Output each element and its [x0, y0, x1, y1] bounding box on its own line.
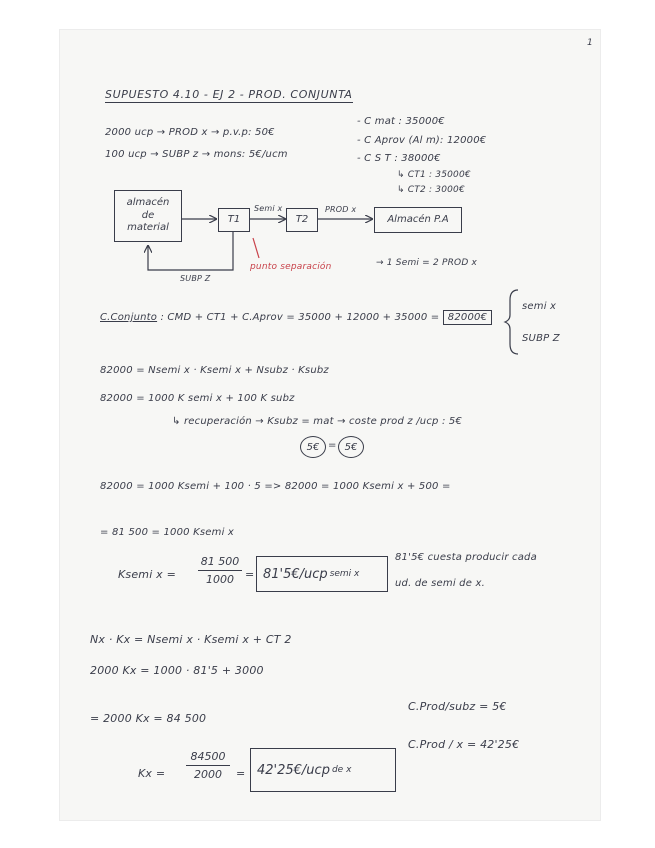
ksemi-fraction-bar — [198, 570, 242, 571]
brace-semi: semi x — [522, 301, 557, 312]
header-line-2: 100 ucp → SUBP z → mons: 5€/ucm — [105, 149, 288, 160]
kx-label: Kx = — [138, 767, 166, 780]
box-pa-label: Almacén P.A — [387, 213, 449, 225]
ksemi-numerator: 81 500 — [200, 555, 240, 568]
cprod-subz: C.Prod/subz = 5€ — [408, 700, 507, 713]
box-t2-label: T2 — [295, 213, 309, 225]
recuperation-line: ↳ recuperación → Ksubz = mat → coste prod z /ucp : 5€ — [172, 416, 463, 427]
note-semi-prod: → 1 Semi = 2 PROD x — [376, 258, 478, 268]
page-number: 1 — [587, 38, 593, 48]
eq-7: = 2000 Kx = 84 500 — [90, 712, 207, 725]
ksemi-label: Ksemi x = — [118, 568, 177, 581]
eq-4: = 81 500 = 1000 Ksemi x — [100, 527, 235, 538]
circle-5-a-text: 5€ — [306, 441, 320, 453]
circle-5-a — [300, 436, 326, 458]
cprod-x: C.Prod / x = 42'25€ — [408, 738, 520, 751]
ksemi-note-1: 81'5€ cuesta producir cada — [395, 552, 537, 563]
ksemi-equals: = — [245, 568, 255, 581]
kx-denominator: 2000 — [194, 768, 222, 781]
circle-equals: = — [328, 440, 337, 451]
ksemi-result-sub: semi x — [329, 569, 360, 579]
eq-5: Nx · Kx = Nsemi x · Ksemi x + CT 2 — [90, 633, 292, 646]
ksemi-note-2: ud. de semi de x. — [395, 578, 485, 589]
label-separation-point: punto separación — [250, 262, 332, 272]
box-t1-label: T1 — [227, 213, 241, 225]
box-material-label: almacén de material — [126, 197, 170, 234]
cconjunto-label: C.Conjunto — [100, 312, 158, 323]
ksemi-denominator: 1000 — [206, 573, 234, 586]
ksemi-result-box — [256, 556, 388, 592]
kx-result-sub: de x — [331, 765, 352, 775]
ksemi-result: 81'5€/ucp — [263, 566, 328, 582]
label-prod: PROD x — [325, 205, 357, 214]
kx-result-box — [250, 748, 396, 792]
page-title: SUPUESTO 4.10 - EJ 2 - PROD. CONJUNTA — [105, 88, 353, 101]
ksemi-fraction — [198, 555, 242, 586]
cost-ct1: ↳ CT1 : 35000€ — [397, 170, 471, 180]
eq-6: 2000 Kx = 1000 · 81'5 + 3000 — [90, 664, 264, 677]
label-semi: Semi x — [254, 204, 283, 213]
cost-st: - C S T : 38000€ — [357, 153, 441, 164]
kx-fraction-bar — [186, 765, 230, 766]
header-line-1: 2000 ucp → PROD x → p.v.p: 50€ — [105, 127, 275, 138]
cost-mat: - C mat : 35000€ — [357, 116, 445, 127]
eq-3: 82000 = 1000 Ksemi + 100 · 5 => 82000 = 1000 Ksemi x + 500 = — [100, 481, 451, 492]
kx-equals: = — [236, 767, 246, 780]
cost-ct2: ↳ CT2 : 3000€ — [397, 185, 465, 195]
cconjunto-expr: : CMD + CT1 + C.Aprov = 35000 + 12000 + 35000 = — [160, 312, 440, 323]
circle-5-b-text: 5€ — [344, 441, 358, 453]
eq-2: 82000 = 1000 K semi x + 100 K subz — [100, 393, 295, 404]
eq-1: 82000 = Nsemi x · Ksemi x + Nsubz · Ksubz — [100, 365, 329, 376]
label-subp: SUBP Z — [180, 274, 211, 283]
cconjunto-result: 82000€ — [443, 310, 492, 325]
kx-fraction — [186, 750, 230, 781]
brace-subp: SUBP Z — [522, 333, 560, 344]
kx-result: 42'25€/ucp — [257, 762, 330, 778]
circle-5-b — [338, 436, 364, 458]
kx-numerator: 84500 — [190, 750, 226, 763]
cost-aprov: - C Aprov (Al m): 12000€ — [357, 135, 487, 146]
